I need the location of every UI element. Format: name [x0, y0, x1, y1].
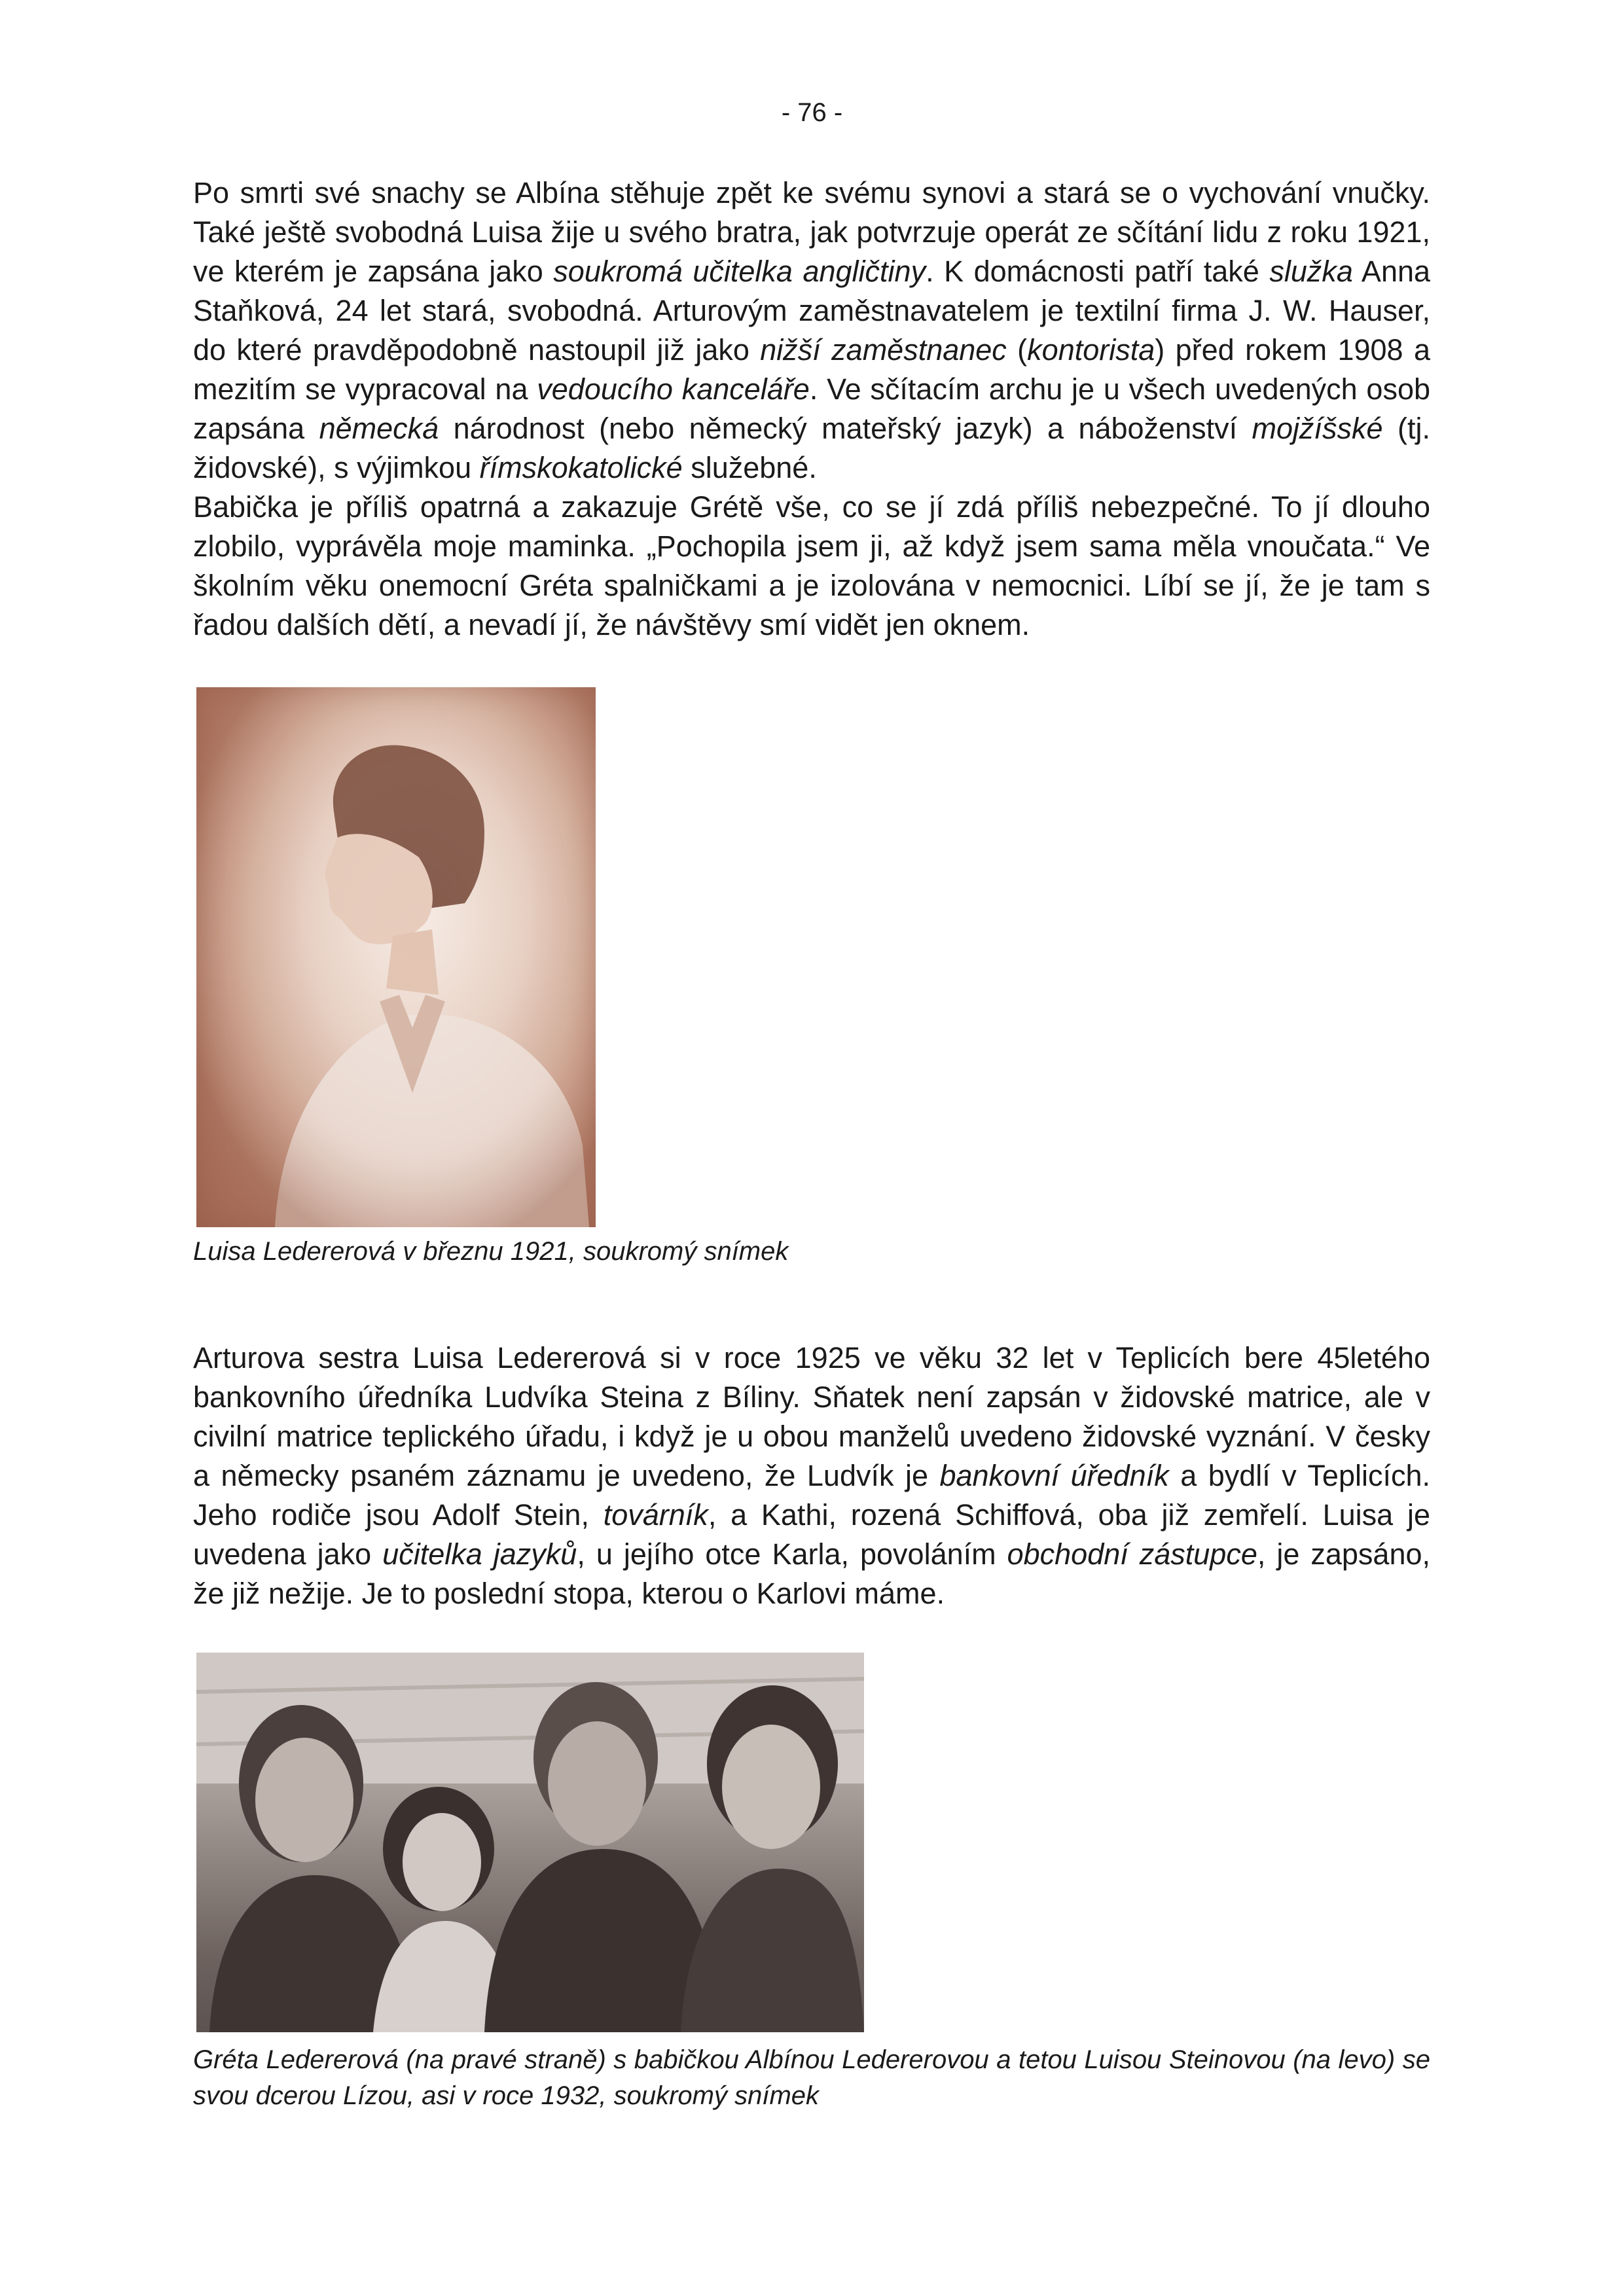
page-number: - 76 - [781, 98, 843, 127]
paragraph-3-text [193, 1338, 1430, 1613]
paragraph-1 [193, 173, 1430, 645]
text-run: a bydlí v Teplicích. Jeho rodiče jsou Adolf Stein, [193, 1459, 1430, 1532]
text-run: Po smrti své snachy se Albína stěhuje zpět ke svému synovi a stará se o vychování vnučky. Také ještě svobodná Luisa žije u svého bratra, jak potvrzuje operát ze sčítání lidu z roku 1921, ve kterém je zapsána jako [193, 176, 1430, 288]
text-run: ( [1006, 333, 1028, 367]
text-run: , je zapsáno, že již nežije. Je to poslední stopa, kterou o Karlovi máme. [193, 1537, 1430, 1610]
italic-run: soukromá učitelka angličtiny [553, 255, 926, 288]
italic-run: nižší zaměstnanec [760, 333, 1007, 367]
group-photo [196, 1653, 864, 2032]
text-run: , a Kathi, rozená Schiffová, oba již zemřelí. Luisa je uvedena jako [193, 1498, 1430, 1571]
text-run: Arturova sestra Luisa Ledererová si v roce 1925 ve věku 32 let v Teplicích bere 45letého bankovního úředníka Ludvíka Steina z Bíliny. Sňatek není zapsán v židovské matrice, ale v civilní matrice teplického úřadu, i když je u obou manželů uvedeno židovské vyznání. V česky a německy psaném záznamu je uvedeno, že Ludvík je [193, 1341, 1430, 1492]
text-run: (tj. židovské), s výjimkou [193, 412, 1430, 484]
paragraph-3 [193, 1338, 1430, 1613]
photo-caption-2: Gréta Ledererová (na pravé straně) s babičkou Albínou Ledererovou a tetou Luisou Steinovou (na levo) se svou dcerou Lízou, asi v roce 1932, soukromý snímek [193, 2045, 1430, 2110]
italic-run: služka [1269, 255, 1353, 288]
text-run: ) před rokem 1908 a mezitím se vypracoval na [193, 333, 1430, 406]
text-run: . Ve sčítacím archu je u všech uvedených osob zapsána [193, 372, 1430, 445]
text-run: služebné. [682, 451, 817, 484]
portrait-photo [196, 687, 596, 1227]
italic-run: německá [319, 412, 439, 445]
italic-run: kontorista [1027, 333, 1155, 367]
italic-run: obchodní zástupce [1007, 1537, 1257, 1571]
text-run: Anna Staňková, 24 let stará, svobodná. Arturovým zaměstnavatelem je textilní firma J. W. Hauser, do které pravděpodobně nastoupil již jako [193, 255, 1431, 367]
italic-run: továrník [603, 1498, 708, 1532]
photo-caption-1: Luisa Ledererová v březnu 1921, soukromý snímek [193, 1237, 789, 1266]
italic-run: římskokatolické [479, 451, 683, 484]
group-photo-illustration [196, 1653, 864, 2032]
paragraph-2-text: Babička je příliš opatrná a zakazuje Grétě vše, co se jí zdá příliš nebezpečné. To jí dlouho zlobilo, vyprávěla moje maminka. „Pochopila jsem ji, až když jsem sama měla vnoučata.“ Ve školním věku onemocní Gréta spalničkami a je izolována v nemocnici. Líbí se jí, že je tam s řadou dalších dětí, a nevadí jí, že návštěvy smí vidět jen oknem. [193, 490, 1430, 641]
text-run: . K domácnosti patří také [926, 255, 1270, 288]
portrait-illustration [196, 687, 596, 1227]
italic-run: učitelka jazyků [382, 1537, 577, 1571]
paragraph-1-text [193, 173, 1430, 488]
text-run: , u jejího otce Karla, povoláním [577, 1537, 1007, 1571]
text-run: národnost (nebo německý mateřský jazyk) a náboženství [439, 412, 1252, 445]
italic-run: mojžíšské [1252, 412, 1383, 445]
italic-run: vedoucího kanceláře [537, 372, 810, 406]
italic-run: bankovní úředník [939, 1459, 1169, 1492]
